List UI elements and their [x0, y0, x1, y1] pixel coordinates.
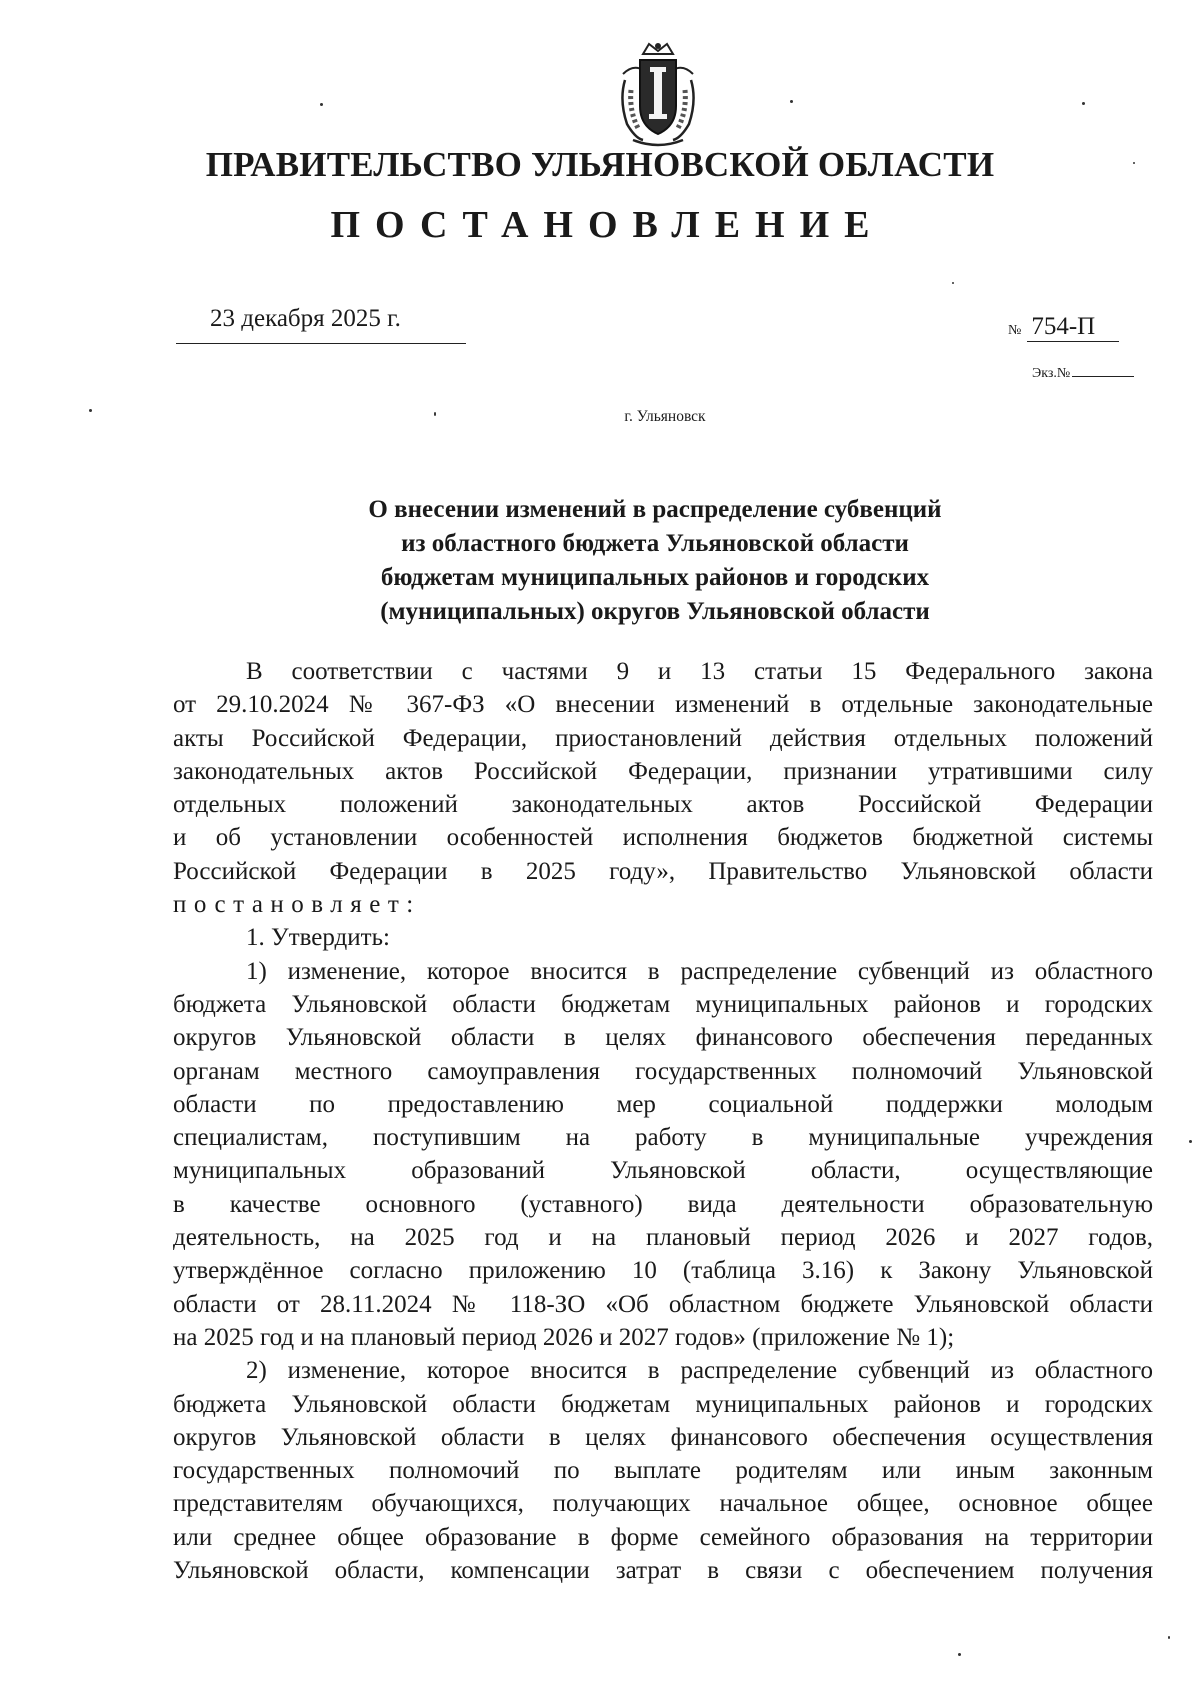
subpoint-1-line: 1) изменение, которое вносится в распределение субвенций из областного: [246, 957, 1153, 985]
subpoint-1-line: деятельность, на 2025 год и на плановый период 2026 и 2027 годов,: [173, 1224, 1153, 1252]
resolves-word: постановляет:: [173, 891, 421, 919]
subpoint-1-line: области от 28.11.2024 № 118-ЗО «Об областном бюджете Ульяновской области: [173, 1290, 1153, 1318]
subpoint-2-line: 2) изменение, которое вносится в распределение субвенций из областного: [246, 1357, 1153, 1385]
date-underline: [176, 343, 466, 344]
government-title: ПРАВИТЕЛЬСТВО УЛЬЯНОВСКОЙ ОБЛАСТИ: [205, 145, 995, 184]
preamble-line: законодательных актов Российской Федерации, признании утратившими силу: [173, 757, 1153, 785]
city-of-issue: г. Ульяновск: [624, 408, 706, 425]
scan-speck: [1082, 102, 1085, 105]
preamble-line: от 29.10.2024 № 367-ФЗ «О внесении изменений в отдельные законодательные: [173, 691, 1153, 719]
preamble-line: отдельных положений законодательных актов Российской Федерации: [173, 791, 1153, 819]
scan-speck: [434, 412, 436, 416]
subpoint-1-line: в качестве основного (уставного) вида деятельности образовательную: [173, 1190, 1153, 1218]
decree-number: 754-П: [1027, 313, 1119, 342]
coat-of-arms-emblem: [613, 40, 703, 150]
subpoint-1-line: на 2025 год и на плановый период 2026 и 2027 годов» (приложение № 1);: [173, 1323, 955, 1351]
copy-number-label: Экз.№: [1032, 366, 1071, 381]
subpoint-1-line: специалистам, поступившим на работу в муниципальные учреждения: [173, 1124, 1153, 1152]
scan-speck: [790, 100, 793, 103]
subject-line: бюджетам муниципальных районов и городских: [380, 564, 930, 591]
copy-number-field: [1032, 366, 1134, 382]
scan-speck: [958, 1653, 961, 1656]
decree-body: [173, 655, 1153, 1587]
subpoint-2-line: или среднее общее образование в форме семейного образования на территории: [173, 1523, 1153, 1551]
copy-number-blank: [1072, 376, 1134, 377]
subpoint-1-line: муниципальных образований Ульяновской области, осуществляющие: [173, 1157, 1153, 1185]
scan-speck: [1168, 1636, 1170, 1639]
decree-number-block: [1008, 313, 1119, 342]
scan-speck: [320, 103, 323, 106]
scan-speck: [952, 282, 954, 284]
subpoint-1-line: области по предоставлению мер социальной поддержки молодым: [173, 1090, 1153, 1118]
number-sign-label: №: [1008, 323, 1022, 338]
subject-line: из областного бюджета Ульяновской области: [401, 530, 909, 557]
preamble-line: и об установлении особенностей исполнения бюджетов бюджетной системы: [173, 824, 1153, 852]
subpoint-2-line: бюджета Ульяновской области бюджетам муниципальных районов и городских: [173, 1390, 1153, 1418]
subpoint-1-line: органам местного самоуправления государственных полномочий Ульяновской: [173, 1057, 1153, 1085]
point-1-heading: 1. Утвердить:: [246, 924, 390, 952]
subpoint-2-line: представителям обучающихся, получающих начальное общее, основное общее: [173, 1490, 1153, 1518]
subpoint-1-line: округов Ульяновской области в целях финансового обеспечения переданных: [173, 1024, 1153, 1052]
subpoint-2-line: государственных полномочий по выплате родителям или иным законным: [173, 1457, 1153, 1485]
subpoint-1-line: утверждённое согласно приложению 10 (таблица 3.16) к Закону Ульяновской: [173, 1257, 1153, 1285]
decree-subject-heading: [250, 493, 1060, 629]
subpoint-2-line: округов Ульяновской области в целях финансового обеспечения осуществления: [173, 1423, 1153, 1451]
scan-speck: [1133, 162, 1135, 164]
subpoint-1-line: бюджета Ульяновской области бюджетам муниципальных районов и городских: [173, 990, 1153, 1018]
scan-speck: [1189, 1140, 1192, 1143]
subject-line: (муниципальных) округов Ульяновской области: [380, 598, 930, 625]
subpoint-2-line: Ульяновской области, компенсации затрат в связи с обеспечением получения: [173, 1557, 1153, 1585]
decree-date: 23 декабря 2025 г.: [210, 305, 401, 332]
preamble-line: В соответствии с частями 9 и 13 статьи 15 Федерального закона: [246, 658, 1153, 685]
document-type-title: ПОСТАНОВЛЕНИЕ: [330, 204, 885, 246]
subject-line: О внесении изменений в распределение субвенций: [368, 496, 942, 523]
preamble-line: акты Российской Федерации, приостановлений действия отдельных положений: [173, 724, 1153, 752]
preamble-line: Российской Федерации в 2025 году», Правительство Ульяновской области: [173, 857, 1153, 885]
scan-speck: [89, 409, 92, 412]
